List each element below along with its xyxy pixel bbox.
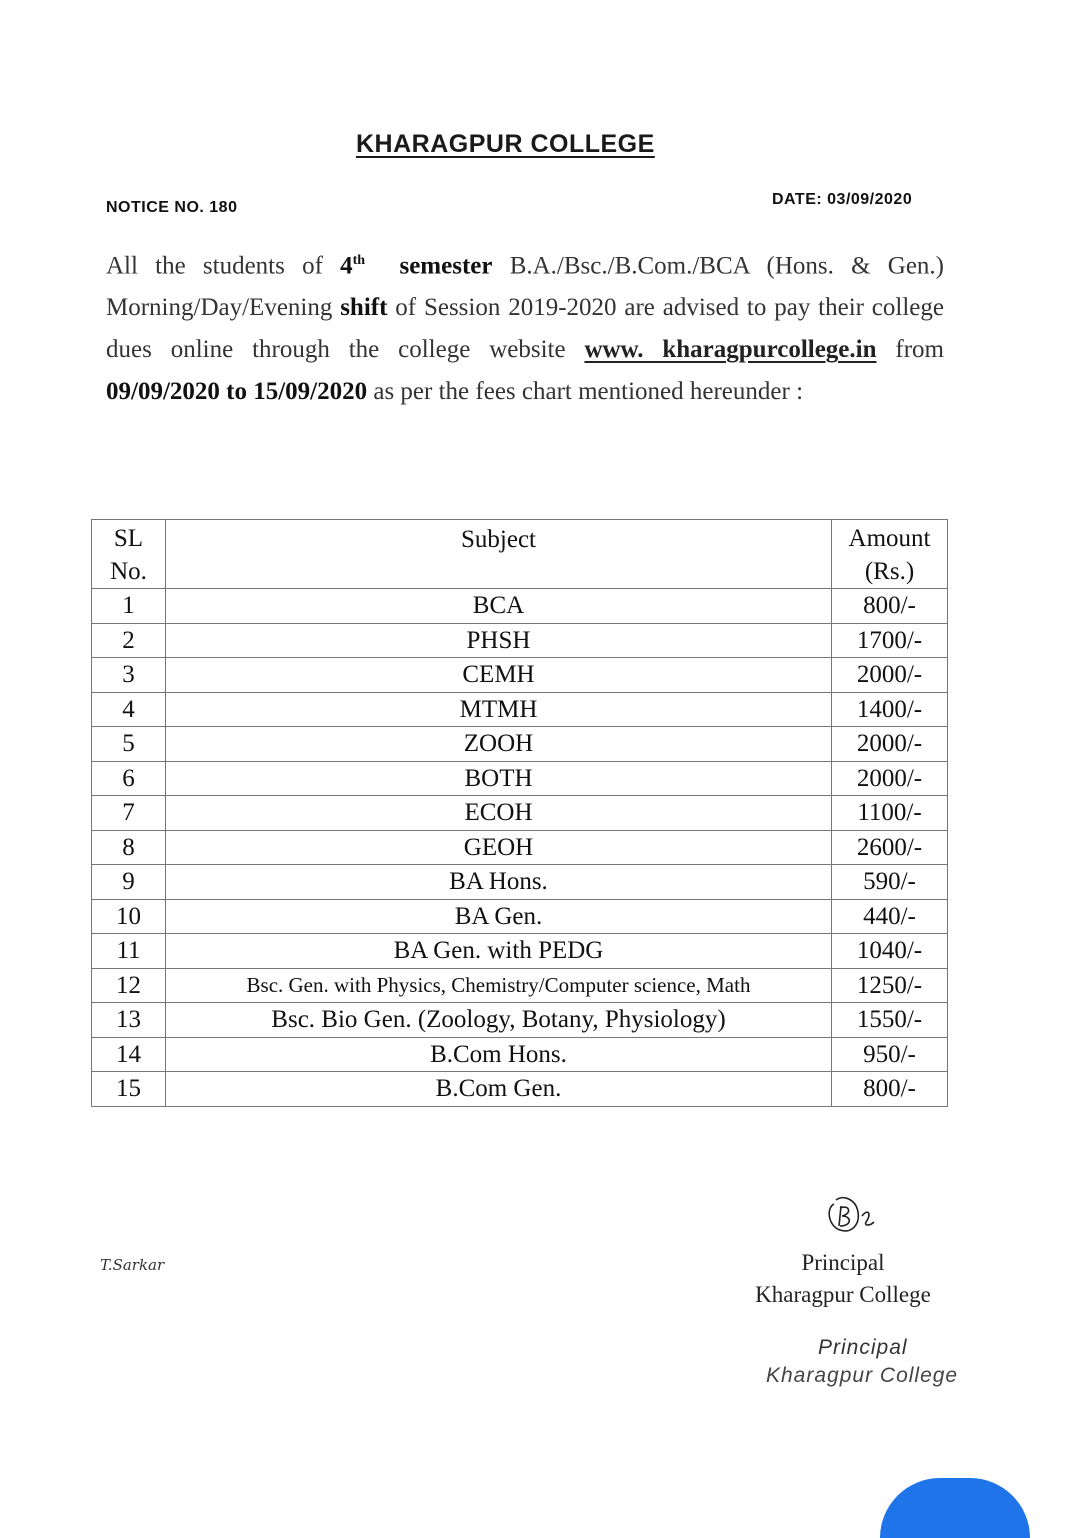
table-row <box>92 865 948 900</box>
subject-cell: BA Gen. with PEDG <box>166 934 832 969</box>
fees-table-header-row <box>92 520 948 589</box>
sl-no-cell: 15 <box>92 1072 166 1107</box>
amount-cell: 590/- <box>832 865 948 900</box>
sl-no-header <box>92 520 166 589</box>
notice-text-4: from <box>876 336 944 364</box>
semester-word: semester <box>399 252 493 280</box>
semester-number: 4 <box>340 252 353 280</box>
sl-no-cell: 14 <box>92 1037 166 1072</box>
table-row <box>92 692 948 727</box>
amount-cell: 1550/- <box>832 1003 948 1038</box>
subject-cell: B.Com Gen. <box>166 1072 832 1107</box>
table-row <box>92 934 948 969</box>
clerk-initials: T.Sarkar <box>100 1256 165 1274</box>
sl-no-cell: 9 <box>92 865 166 900</box>
subject-cell: Bsc. Gen. with Physics, Chemistry/Computer science, Math <box>166 968 832 1003</box>
payment-date-range: 09/09/2020 to 15/09/2020 <box>106 378 368 406</box>
sl-no-cell: 5 <box>92 727 166 762</box>
table-row <box>92 727 948 762</box>
subject-cell: ECOH <box>166 796 832 831</box>
subject-cell: B.Com Hons. <box>166 1037 832 1072</box>
notice-text-5: as per the fees chart mentioned hereunder : <box>367 378 804 406</box>
sl-no-cell: 3 <box>92 658 166 693</box>
principal-title: Principal <box>801 1250 885 1275</box>
sl-header-line2: No. <box>110 558 147 585</box>
principal-college-name: Kharagpur College <box>755 1282 931 1307</box>
amount-cell: 2000/- <box>832 658 948 693</box>
amount-header-line1: Amount <box>848 525 931 552</box>
sl-header-line1: SL <box>113 525 144 552</box>
notice-text-2: B.A./Bsc./B.Com./BCA (Hons. & Gen.) Morning/Day/Evening <box>106 252 944 322</box>
subject-cell: BOTH <box>166 761 832 796</box>
notice-text-3: of Session 2019-2020 are advised to pay their college dues online through the college website <box>106 294 944 364</box>
shift-word: shift <box>340 294 388 322</box>
table-row <box>92 1072 948 1107</box>
principal-signature <box>824 1186 884 1238</box>
subject-cell: BCA <box>166 589 832 624</box>
amount-cell: 1400/- <box>832 692 948 727</box>
amount-header-line2: (Rs.) <box>864 558 915 585</box>
subject-cell: BA Hons. <box>166 865 832 900</box>
subject-cell: CEMH <box>166 658 832 693</box>
fees-table <box>91 519 948 1107</box>
fees-table-body <box>92 589 948 1107</box>
sl-no-cell: 11 <box>92 934 166 969</box>
sl-no-cell: 4 <box>92 692 166 727</box>
table-row <box>92 1003 948 1038</box>
table-row <box>92 830 948 865</box>
table-row <box>92 899 948 934</box>
table-row <box>92 623 948 658</box>
subject-cell: ZOOH <box>166 727 832 762</box>
sl-no-cell: 2 <box>92 623 166 658</box>
amount-cell: 1250/- <box>832 968 948 1003</box>
subject-cell: PHSH <box>166 623 832 658</box>
table-row <box>92 1037 948 1072</box>
amount-cell: 1100/- <box>832 796 948 831</box>
amount-header <box>832 520 948 589</box>
amount-cell: 2000/- <box>832 761 948 796</box>
table-row <box>92 589 948 624</box>
amount-cell: 1700/- <box>832 623 948 658</box>
sl-no-cell: 7 <box>92 796 166 831</box>
amount-cell: 950/- <box>832 1037 948 1072</box>
notice-text-1: All the students of <box>106 252 341 280</box>
semester-ordinal: th <box>352 253 366 268</box>
amount-cell: 800/- <box>832 1072 948 1107</box>
table-row <box>92 658 948 693</box>
notice-number: NOTICE NO. 180 <box>106 199 238 216</box>
table-row <box>92 796 948 831</box>
notice-date: DATE: 03/09/2020 <box>772 191 913 208</box>
subject-cell: GEOH <box>166 830 832 865</box>
table-row <box>92 761 948 796</box>
amount-cell: 1040/- <box>832 934 948 969</box>
stamp-principal-title: Principal <box>818 1336 908 1359</box>
sl-no-cell: 8 <box>92 830 166 865</box>
amount-cell: 800/- <box>832 589 948 624</box>
notice-paragraph <box>106 240 944 413</box>
subject-header: Subject <box>166 520 832 589</box>
sl-no-cell: 13 <box>92 1003 166 1038</box>
subject-cell: MTMH <box>166 692 832 727</box>
college-title: KHARAGPUR COLLEGE <box>356 130 655 158</box>
sl-no-cell: 1 <box>92 589 166 624</box>
subject-cell: BA Gen. <box>166 899 832 934</box>
floating-action-button[interactable] <box>880 1478 1030 1538</box>
sl-no-cell: 6 <box>92 761 166 796</box>
subject-cell: Bsc. Bio Gen. (Zoology, Botany, Physiology) <box>166 1003 832 1038</box>
amount-cell: 2000/- <box>832 727 948 762</box>
sl-no-cell: 12 <box>92 968 166 1003</box>
sl-no-cell: 10 <box>92 899 166 934</box>
stamp-college-name: Kharagpur College <box>766 1364 959 1387</box>
college-website-link[interactable]: www. kharagpurcollege.in <box>584 336 877 364</box>
table-row <box>92 968 948 1003</box>
amount-cell: 2600/- <box>832 830 948 865</box>
amount-cell: 440/- <box>832 899 948 934</box>
